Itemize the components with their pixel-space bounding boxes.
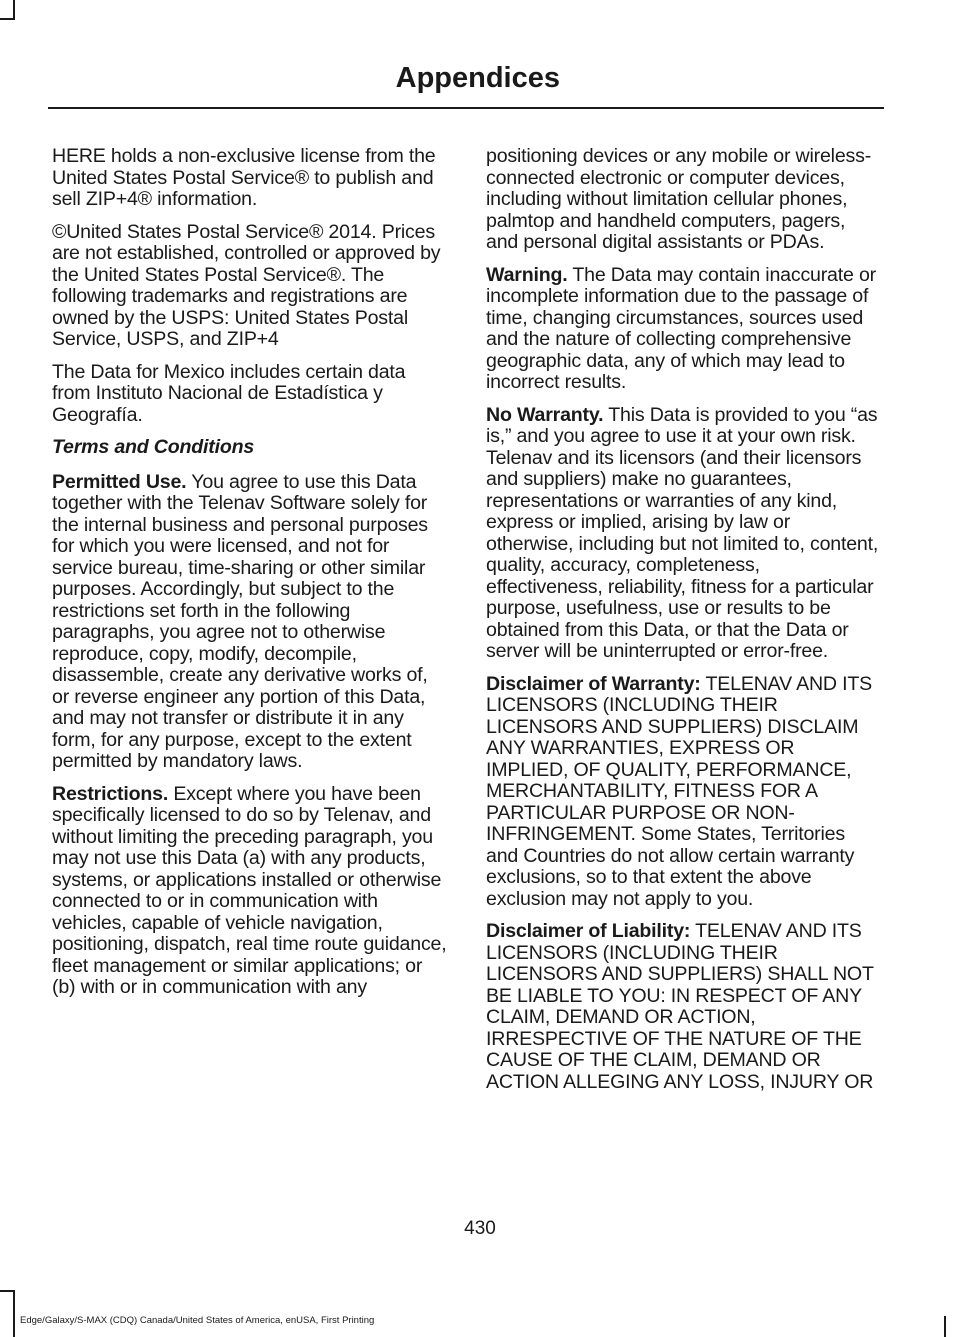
paragraph-no-warranty (486, 405, 881, 663)
crop-mark-bottom-left (13, 1290, 15, 1337)
page-number: 430 (464, 1218, 496, 1239)
paragraph-warning (486, 265, 881, 394)
disclaimer-warranty-label: Disclaimer of Warranty: (486, 672, 701, 695)
restrictions-text: Except where you have been specifically licensed to do so by Telenav, and without limiting the preceding paragraph, you may not use this Data (a) with any products, systems, or applications installed or otherwise connected to or in communication with vehicles, capable of vehicle navigation, positioning, dispatch, real time route guidance, fleet management or similar applications; or (b) with or in communication with any (52, 782, 447, 998)
section-heading-terms: Terms and Conditions (52, 436, 255, 458)
paragraph-usps-copyright: ©United States Postal Service® 2014. Prices are not established, controlled or approved by the United States Postal Service®. The following trademarks and registrations are owned by the USPS: United States Postal Service, USPS, and ZIP+4 (52, 220, 441, 350)
paragraph-positioning-devices: positioning devices or any mobile or wireless-connected electronic or computer devices, including without limitation cellular phones, palmtop and handheld computers, pagers, and personal digital assistants or PDAs. (486, 145, 872, 253)
no-warranty-text: This Data is provided to you “as is,” and you agree to use it at your own risk. Telenav and its licensors (and their licensors and suppliers) make no guarantees, representations or warranties of any kind, express or implied, arising by law or otherwise, including but not limited to, content, quality, accuracy, completeness, effectiveness, reliability, fitness for a particular purpose, usefulness, use or results to be obtained from this Data, or that the Data or server will be uninterrupted or error-free. (486, 403, 879, 662)
paragraph-disclaimer-warranty (486, 674, 881, 911)
paragraph-disclaimer-liability (486, 921, 881, 1093)
warning-text: The Data may contain inaccurate or incomplete information due to the passage of time, changing circumstances, sources used and the nature of collecting comprehensive geographic data, any of which may lead to incorrect results. (486, 263, 876, 393)
no-warranty-label: No Warranty. (486, 403, 604, 426)
disclaimer-liability-label: Disclaimer of Liability: (486, 920, 691, 942)
header-divider (48, 107, 884, 109)
right-column (486, 146, 881, 1104)
edition-footer: Edge/Galaxy/S-MAX (CDQ) Canada/United States of America, enUSA, First Printing (20, 1315, 375, 1326)
crop-mark-top-left (13, 0, 15, 20)
left-column (52, 146, 447, 1010)
paragraph-mexico-data: The Data for Mexico includes certain data from Instituto Nacional de Estadística y Geografía. (52, 360, 406, 426)
paragraph-here-license: HERE holds a non-exclusive license from the United States Postal Service® to publish and sell ZIP+4® information. (52, 145, 436, 210)
restrictions-label: Restrictions. (52, 782, 169, 805)
paragraph-restrictions (52, 784, 447, 999)
page-title: Appendices (395, 62, 560, 94)
permitted-use-text: You agree to use this Data together with the Telenav Software solely for the internal business and personal purposes for which you were licensed, and not for service bureau, time-sharing or other similar purposes. Accordingly, but subject to the restrictions set forth in the following paragraphs, you agree not to otherwise reproduce, copy, modify, decompile, disassemble, create any derivative works of, or reverse engineer any portion of this Data, and may not transfer or distribute it in any form, for any purpose, except to the extent permitted by mandatory laws. (52, 470, 428, 772)
paragraph-permitted-use (52, 472, 447, 773)
disclaimer-liability-text: TELENAV AND ITS LICENSORS (INCLUDING THEIR LICENSORS AND SUPPLIERS) SHALL NOT BE LIABLE TO YOU: IN RESPECT OF ANY CLAIM, DEMAND OR ACTION, IRRESPECTIVE OF THE NATURE OF THE CAUSE OF THE CLAIM, DEMAND OR ACTION ALLEGING ANY LOSS, INJURY OR (486, 920, 874, 1093)
disclaimer-warranty-text: TELENAV AND ITS LICENSORS (INCLUDING THEIR LICENSORS AND SUPPLIERS) DISCLAIM ANY WARRANTIES, EXPRESS OR IMPLIED, OF QUALITY, PERFORMANCE, MERCHANTABILITY, FITNESS FOR A PARTICULAR PURPOSE OR NON-INFRINGEMENT. Some States, Territories and Countries do not allow certain warranty exclusions, so to that extent the above exclusion may not apply to you. (486, 672, 873, 910)
permitted-use-label: Permitted Use. (52, 470, 187, 493)
crop-mark-bottom-right (944, 1316, 946, 1337)
crop-mark-top-left-h (0, 18, 15, 20)
warning-label: Warning. (486, 263, 568, 286)
crop-mark-bottom-left-h (0, 1290, 15, 1292)
